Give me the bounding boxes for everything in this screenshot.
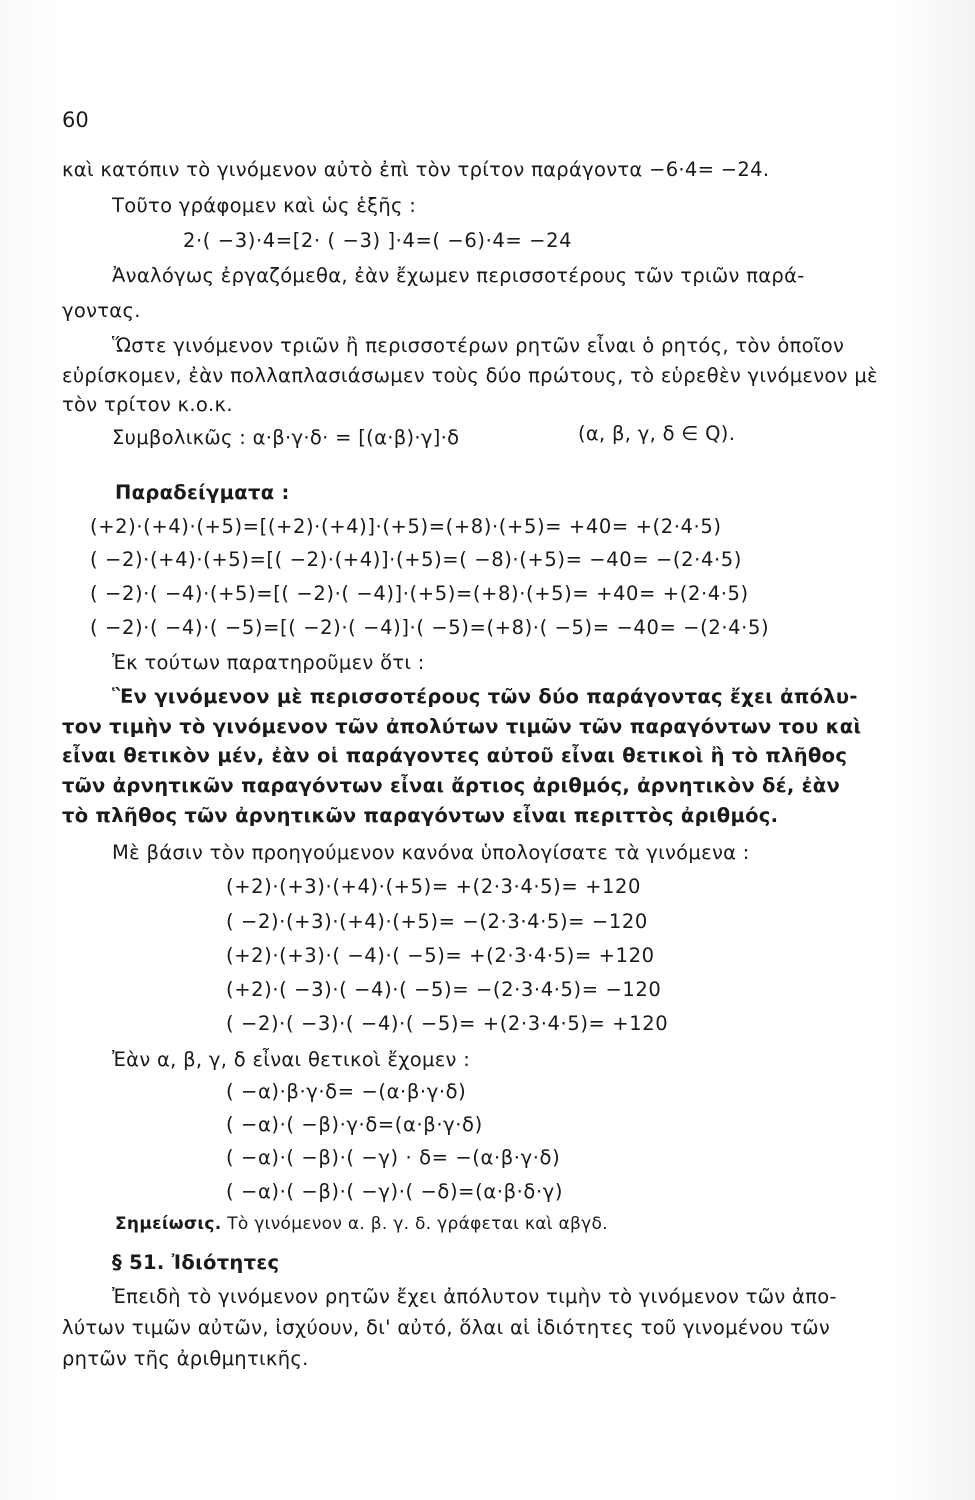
formula-domain: (α, β, γ, δ ∈ Q). xyxy=(578,422,736,445)
exercise-equation: ( −2)·(+3)·(+4)·(+5)= −(2·3·4·5)= −120 xyxy=(226,910,648,933)
symbolic-equation: ( −α)·( −β)·( −γ)·( −δ)=(α·β·δ·γ) xyxy=(226,1180,564,1203)
text-line: λύτων τιμῶν αὐτῶν, ἰσχύουν, δι' αὐτό, ὅλαι αἱ ἰδιότητες τοῦ γινομένου τῶν xyxy=(62,1316,831,1339)
rule-text: τον τιμὴν τὸ γινόμενον τῶν ἀπολύτων τιμῶν τῶν παραγόντων του καὶ xyxy=(62,715,862,738)
note xyxy=(115,1214,608,1234)
examples-heading: Παραδείγματα : xyxy=(115,481,290,504)
symbolic-equation: ( −α)·( −β)·( −γ) · δ= −(α·β·γ·δ) xyxy=(226,1146,561,1169)
exercise-equation: (+2)·( −3)·( −4)·( −5)= −(2·3·4·5)= −120 xyxy=(226,978,662,1001)
symbolic-formula: Συμβολικῶς : α·β·γ·δ· = [(α·β)·γ]·δ xyxy=(112,426,460,449)
symbolic-equation: ( −α)·( −β)·γ·δ=(α·β·γ·δ) xyxy=(226,1113,483,1136)
example-equation: ( −2)·( −4)·(+5)=[( −2)·( −4)]·(+5)=(+8)·(+5)= +40= +(2·4·5) xyxy=(90,582,749,605)
text-line: Τοῦτο γράφομεν καὶ ὡς ἑξῆς : xyxy=(112,194,417,217)
note-label: Σημείωσις. xyxy=(115,1214,222,1234)
text-line: Ἐὰν α, β, γ, δ εἶναι θετικοὶ ἔχομεν : xyxy=(112,1048,471,1071)
section-heading: § 51. Ἰδιότητες xyxy=(112,1251,280,1274)
text-line: εὑρίσκομεν, ἐὰν πολλαπλασιάσωμεν τοὺς δύο πρώτους, τὸ εὑρεθὲν γινόμενον μὲ xyxy=(62,364,878,387)
text-line: Ἐπειδὴ τὸ γινόμενον ρητῶν ἔχει ἀπόλυτον τιμὴν τὸ γινόμενον τῶν ἀπο- xyxy=(112,1285,837,1308)
symbolic-equation: ( −α)·β·γ·δ= −(α·β·γ·δ) xyxy=(226,1080,467,1103)
text-line: γοντας. xyxy=(62,299,141,322)
text-line: Ἐκ τούτων παρατηροῦμεν ὅτι : xyxy=(112,651,425,674)
show-through-text xyxy=(600,205,975,223)
rule-text: εἶναι θετικὸν μέν, ἐὰν οἱ παράγοντες αὐτοῦ εἶναι θετικοὶ ἢ τὸ πλῆθος xyxy=(62,744,848,767)
exercise-equation: (+2)·(+3)·( −4)·( −5)= +(2·3·4·5)= +120 xyxy=(226,944,655,967)
text-line: Ἀναλόγως ἐργαζόμεθα, ἐὰν ἔχωμεν περισσοτέρους τῶν τριῶν παρά- xyxy=(112,264,805,287)
page-number: 60 xyxy=(62,108,89,132)
rule-text: Ἓν γινόμενον μὲ περισσοτέρους τῶν δύο παράγοντας ἔχει ἀπόλυ- xyxy=(112,685,858,708)
text-line: Ὥστε γινόμενον τριῶν ἢ περισσοτέρων ρητῶν εἶναι ὁ ρητός, τὸν ὁποῖον xyxy=(112,334,845,357)
equation: 2·( −3)·4=[2· ( −3) ]·4=( −6)·4= −24 xyxy=(183,229,573,252)
text-line: καὶ κατόπιν τὸ γινόμενον αὐτὸ ἐπὶ τὸν τρίτον παράγοντα −6·4= −24. xyxy=(62,158,770,181)
exercise-equation: (+2)·(+3)·(+4)·(+5)= +(2·3·4·5)= +120 xyxy=(226,875,642,898)
text-line: ρητῶν τῆς ἀριθμητικῆς. xyxy=(62,1347,309,1370)
example-equation: ( −2)·( −4)·( −5)=[( −2)·( −4)]·( −5)=(+8)·( −5)= −40= −(2·4·5) xyxy=(90,616,770,639)
rule-text: τὸ πλῆθος τῶν ἀρνητικῶν παραγόντων εἶναι περιττὸς ἀριθμός. xyxy=(62,804,779,827)
exercise-equation: ( −2)·( −3)·( −4)·( −5)= +(2·3·4·5)= +120 xyxy=(226,1012,669,1035)
text-line: Μὲ βάσιν τὸν προηγούμενον κανόνα ὑπολογίσατε τὰ γινόμενα : xyxy=(112,841,750,864)
note-text: Τὸ γινόμενον α. β. γ. δ. γράφεται καὶ αβγδ. xyxy=(227,1214,608,1234)
rule-text: τῶν ἀρνητικῶν παραγόντων εἶναι ἄρτιος ἀριθμός, ἀρνητικὸν δέ, ἐὰν xyxy=(62,774,841,797)
example-equation: (+2)·(+4)·(+5)=[(+2)·(+4)]·(+5)=(+8)·(+5)= +40= +(2·4·5) xyxy=(90,515,722,538)
text-line: τὸν τρίτον κ.ο.κ. xyxy=(62,393,233,416)
example-equation: ( −2)·(+4)·(+5)=[( −2)·(+4)]·(+5)=( −8)·(+5)= −40= −(2·4·5) xyxy=(90,548,742,571)
